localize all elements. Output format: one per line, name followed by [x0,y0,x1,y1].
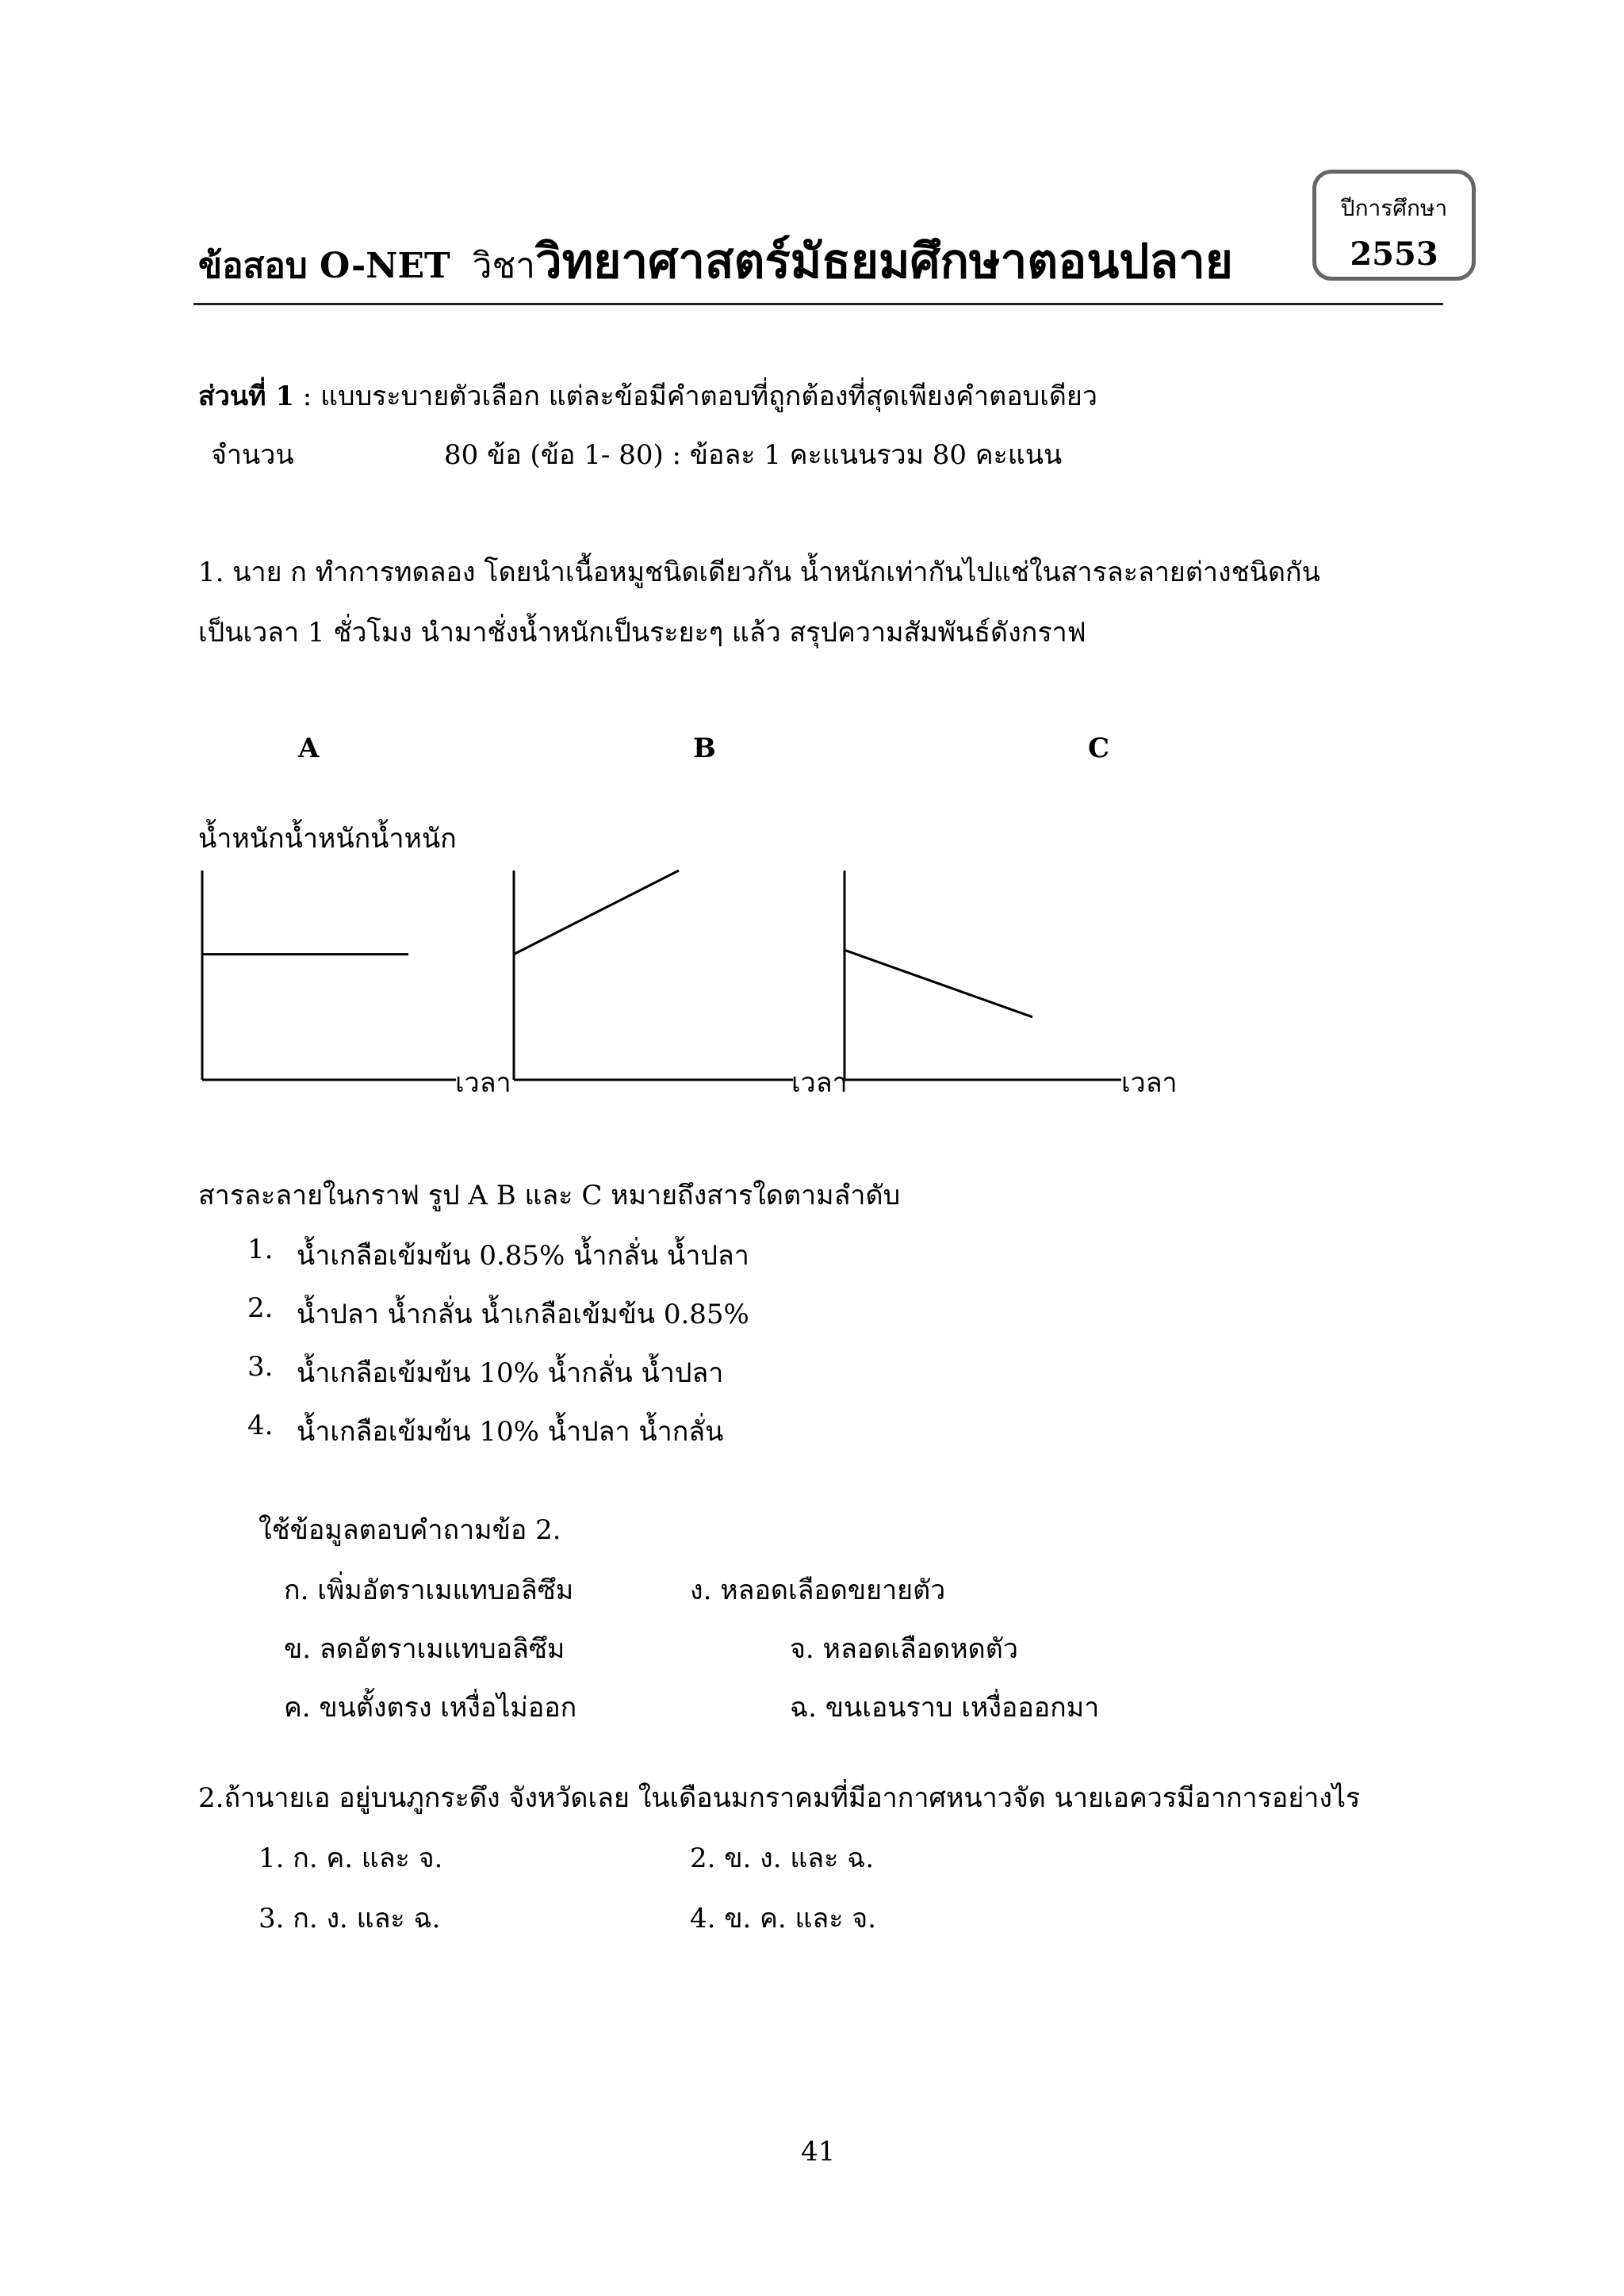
q2-option-1: 1. ก. ค. และ จ. [259,1843,443,1874]
info-item-khor: ข. ลดอัตราเมแทบอลิซึม [284,1633,565,1665]
q1-question: สารละลายในกราฟ รูป A B และ C หมายถึงสารใดตามลำดับ [198,1180,901,1211]
x-axis-label-b: เวลา [791,1067,848,1099]
q1-option-2-text: น้ำปลา น้ำกลั่น น้ำเกลือเข้มข้น 0.85% [297,1299,749,1330]
info-item-kor: ก. เพิ่มอัตราเมแทบอลิซึม [284,1575,574,1606]
section-label: ส่วนที่ 1 [198,381,294,412]
q1-line1: 1. นาย ก ทำการทดลอง โดยนำเนื้อหมูชนิดเดียวกัน น้ำหนักเท่ากันไปแช่ในสารละลายต่างชนิดกัน [198,557,1320,588]
q1-option-3-text: น้ำเกลือเข้มข้น 10% น้ำกลั่น น้ำปลา [297,1357,724,1389]
graph-b [514,871,793,1080]
y-axis-label: น้ำหนักน้ำหนักน้ำหนัก [198,823,457,855]
page-number: 41 [801,2136,836,2168]
q2-question: 2.ถ้านายเอ อยู่บนภูกระดึง จังหวัดเลย ในเดือนมกราคมที่มีอากาศหนาวจัด นายเอควรมีอาการอย่างไร [198,1782,1361,1814]
title-subject: วิทยาศาสตร์มัธยมศึกษาตอนปลาย [535,234,1233,289]
q1-option-3-num: 3. [247,1351,274,1383]
section-count-text: 80 ข้อ (ข้อ 1- 80) : ข้อละ 1 คะแนนรวม 80 คะแนน [444,439,1063,471]
q2-option-2: 2. ข. ง. และ ฉ. [690,1843,875,1874]
graph-label-c: C [1088,733,1110,764]
graph-c [845,871,1121,1080]
q1-option-1-text: น้ำเกลือเข้มข้น 0.85% น้ำกลั่น น้ำปลา [297,1240,749,1272]
info-item-ngor: ง. หลอดเลือดขยายตัว [690,1575,946,1606]
info-intro: ใช้ข้อมูลตอบคำถามข้อ 2. [259,1514,561,1546]
q2-option-4: 4. ข. ค. และ จ. [690,1903,877,1934]
graph-label-a: A [298,733,320,764]
q1-line2: เป็นเวลา 1 ชั่วโมง นำมาชั่งน้ำหนักเป็นระยะๆ แล้ว สรุปความสัมพันธ์ดังกราฟ [198,617,1086,649]
year-value: 2553 [1350,235,1438,273]
section-description: : แบบระบายตัวเลือก แต่ละข้อมีคำตอบที่ถูกต้องที่สุดเพียงคำตอบเดียว [294,381,1097,412]
section-count-label: จำนวน [211,439,294,471]
graph-a [202,871,456,1080]
graph-label-b: B [693,733,716,764]
q2-option-3: 3. ก. ง. และ ฉ. [259,1903,441,1934]
info-item-khor-khwai: ค. ขนตั้งตรง เหงื่อไม่ออก [284,1692,577,1724]
graph-c-series-line [845,950,1032,1016]
info-item-jor: จ. หลอดเลือดหดตัว [790,1633,1018,1665]
year-label: ปีการศึกษา [1340,195,1448,221]
x-axis-label-c: เวลา [1121,1067,1178,1099]
graph-b-series-line [514,871,679,955]
q1-option-2-num: 2. [247,1292,274,1324]
q1-option-4-num: 4. [247,1410,274,1441]
x-axis-label-a: เวลา [455,1067,511,1099]
title-prefix: ข้อสอบ O-NET [198,246,450,286]
graphs-figure [0,0,1624,1126]
title-subject-label: วิชา [472,246,536,286]
info-item-chor: ฉ. ขนเอนราบ เหงื่อออกมา [790,1692,1100,1724]
q1-option-4-text: น้ำเกลือเข้มข้น 10% น้ำปลา น้ำกลั่น [297,1416,724,1448]
q1-option-1-num: 1. [247,1234,274,1265]
